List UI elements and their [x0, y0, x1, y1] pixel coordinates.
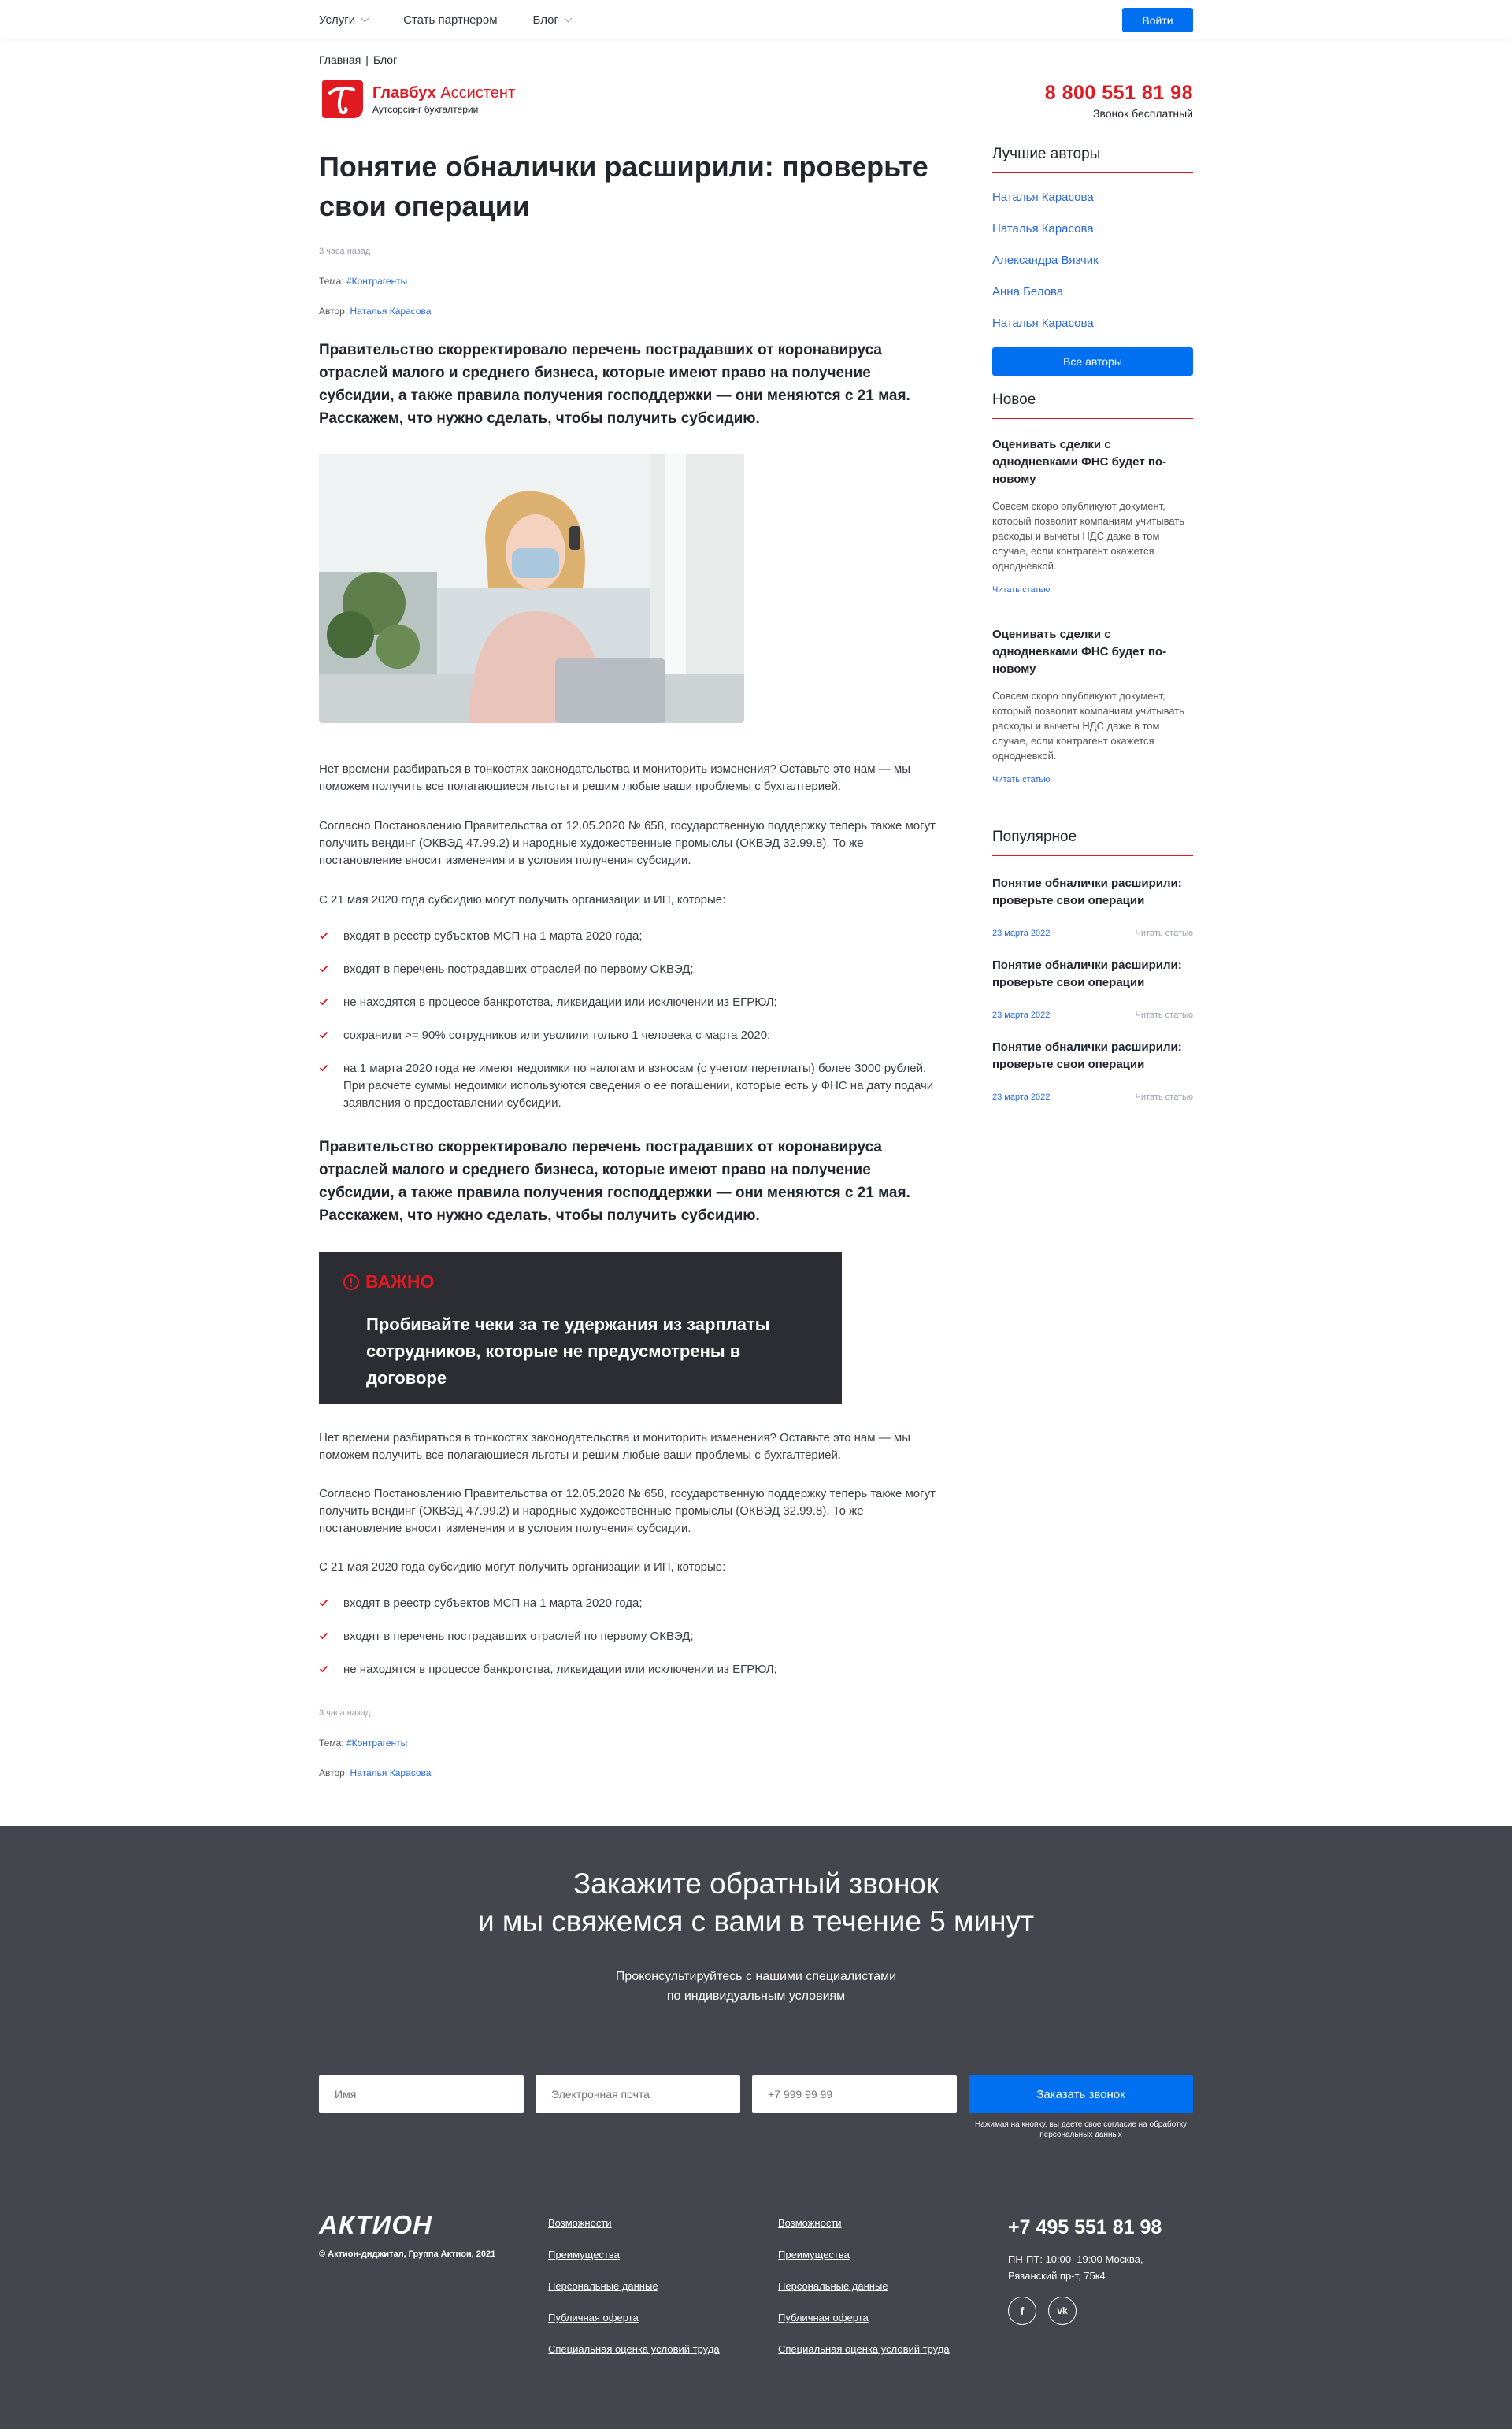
order-call-button[interactable]: Заказать звонок [969, 2075, 1193, 2113]
news-item-text: Совсем скоро опубликуют документ, который позволит компаниям учитывать расходы и вычеты НДС даже в том случае, если контрагент окажется однодневкой. [992, 690, 1185, 762]
article-photo [319, 454, 744, 723]
popular-item [992, 957, 1193, 1020]
checkmark-icon [319, 1598, 328, 1608]
best-authors-block [992, 146, 1193, 376]
footer-hours-line-2: Рязанский пр-т, 75к4 [1008, 2270, 1106, 2282]
facebook-icon[interactable]: f [1008, 2297, 1036, 2325]
list-item-text: входят в реестр субъектов МСП на 1 марта 2020 года; [343, 1596, 643, 1610]
footer-hours-line-1: ПН-ПТ: 10:00–19:00 Москва, [1008, 2253, 1143, 2265]
popular-block [992, 829, 1193, 1102]
article-lead-repeat: Правительство скорректировало перечень пострадавших от коронавируса отраслей малого и среднего бизнеса, которые имеют право на получение субсидии, а также правила получения господдержки — они меняются с 21 мая. Расскажем, что нужно сделать, чтобы получить субсидию. [319, 1139, 910, 1224]
callback-title [319, 1865, 1193, 1941]
list-item [319, 1661, 949, 1678]
list-item [319, 1628, 949, 1645]
popular-item [992, 1039, 1193, 1102]
breadcrumb-current: Блог [372, 54, 398, 66]
popular-item-date: 23 марта 2022 [992, 929, 1051, 938]
phone-field[interactable] [752, 2075, 957, 2113]
footer-links-col-1 [548, 2208, 778, 2374]
footer-link-personal-data[interactable]: Персональные данные [548, 2280, 658, 2292]
article-author [319, 306, 949, 317]
list-item-text: сохранили >= 90% сотрудников или уволили только 1 человека с марта 2020; [343, 1029, 771, 1042]
chevron-down-icon [564, 14, 572, 22]
news-item-text: Совсем скоро опубликуют документ, который позволит компаниям учитывать расходы и вычеты НДС даже в том случае, если контрагент окажется однодневкой. [992, 500, 1185, 572]
vk-icon[interactable]: vk [1048, 2297, 1077, 2325]
sidebar-author-link[interactable]: Александра Вязчик [992, 254, 1099, 267]
brand-logo[interactable] [319, 80, 515, 119]
article-lead: Правительство скорректировало перечень пострадавших от коронавируса отраслей малого и среднего бизнеса, которые имеют право на получение субсидии, а также правила получения господдержки — они меняются с 21 мая. Расскажем, что нужно сделать, чтобы получить субсидию. [319, 342, 910, 427]
callback-subtitle [319, 1967, 1193, 2006]
office-woman-photo [319, 454, 744, 723]
footer [0, 2193, 1512, 2429]
footer-link-public-offer[interactable]: Публичная оферта [548, 2312, 639, 2323]
list-item-text: входят в перечень пострадавших отраслей по первому ОКВЭД; [343, 962, 694, 976]
popular-item-title[interactable]: Понятие обналички расширили: проверьте свои операции [992, 959, 1182, 989]
author-label: Автор: [319, 1767, 348, 1778]
news-item-title[interactable]: Оценивать сделки с однодневками ФНС будет по-новому [992, 628, 1167, 676]
news-item [992, 626, 1193, 784]
footer-link-advantages[interactable]: Преимущества [548, 2249, 620, 2260]
article-paragraph-4: Нет времени разбираться в тонкостях законодательства и мониторить изменения? Оставьте это нам — мы поможем получить все полагающиеся льготы и решим любые ваши проблемы с бухгалтерией. [319, 1431, 910, 1462]
checkmark-icon [319, 1631, 328, 1641]
article-paragraph-3: С 21 мая 2020 года субсидию могут получить организации и ИП, которые: [319, 893, 726, 907]
chevron-down-icon [361, 14, 369, 22]
nav-services[interactable] [319, 13, 368, 27]
popular-item-meta [992, 929, 1193, 938]
article-paragraph-1: Нет времени разбираться в тонкостях законодательства и мониторить изменения? Оставьте это нам — мы поможем получить все полагающиеся льготы и решим любые ваши проблемы с бухгалтерией. [319, 762, 910, 793]
consent-note: Нажимая на кнопку, вы даете свое согласие на обработку персональных данных [974, 2120, 1188, 2139]
callback-subtitle-line-1: Проконсультируйтесь с нашими специалистами [615, 1970, 897, 1983]
top-navbar [0, 0, 1512, 39]
important-header [343, 1271, 818, 1292]
footer-link-features[interactable]: Возможности [548, 2217, 612, 2229]
article-author-bottom [319, 1767, 949, 1778]
popular-item-meta [992, 1092, 1193, 1102]
footer-link-personal-data[interactable]: Персональные данные [778, 2280, 888, 2292]
popular-item-date: 23 марта 2022 [992, 1011, 1051, 1020]
login-button[interactable]: Войти [1122, 8, 1193, 32]
aktion-logo: АКТИОН [319, 2210, 432, 2239]
name-field[interactable] [319, 2075, 524, 2113]
topic-link[interactable]: #Контрагенты [346, 1737, 408, 1749]
popular-item-title[interactable]: Понятие обналички расширили: проверьте свои операции [992, 1040, 1182, 1071]
list-item [319, 1595, 949, 1612]
author-label: Автор: [319, 306, 348, 317]
list-item [319, 1027, 949, 1044]
footer-brand [319, 2208, 548, 2374]
phone-note: Звонок бесплатный [1093, 107, 1193, 120]
email-field[interactable] [536, 2075, 740, 2113]
footer-link-public-offer[interactable]: Публичная оферта [778, 2312, 869, 2323]
list-item [319, 928, 949, 945]
popular-item-title[interactable]: Понятие обналички расширили: проверьте свои операции [992, 877, 1182, 907]
article-time-bottom: 3 часа назад [319, 1708, 371, 1718]
sidebar-author-link[interactable]: Наталья Карасова [992, 222, 1094, 235]
important-text: Пробивайте чеки за те удержания из зарплаты сотрудников, которые не предусмотрены в договоре [366, 1315, 770, 1388]
list-item-text: входят в перечень пострадавших отраслей по первому ОКВЭД; [343, 1630, 694, 1643]
social-links [1008, 2297, 1193, 2325]
footer-links-col-2 [778, 2208, 1008, 2374]
list-item-text: не находятся в процессе банкротства, ликвидации или исключении из ЕГРЮЛ; [343, 996, 777, 1009]
checkmark-icon [319, 1063, 328, 1073]
callback-form [319, 2075, 1193, 2113]
popular-item-meta [992, 1011, 1193, 1020]
list-item [319, 994, 949, 1011]
footer-copyright: © Актион-диджитал, Группа Актион, 2021 [319, 2249, 496, 2259]
footer-link-features[interactable]: Возможности [778, 2217, 842, 2229]
header-phone-link[interactable]: 8 800 551 81 98 [1044, 82, 1193, 104]
list-item-text: на 1 марта 2020 года не имеют недоимки по налогам и взносам (с учетом переплаты) более 3000 рублей. При расчете суммы недоимки используются сведения о ее погашении, которые есть у ФНС на дату подачи заявления о предоставлении субсидии. [343, 1062, 934, 1110]
topic-label: Тема: [319, 1737, 344, 1749]
conditions-list-1 [319, 928, 949, 1112]
checkmark-icon [319, 1664, 328, 1674]
breadcrumb-home-link[interactable]: Главная [319, 54, 361, 66]
checkmark-icon [319, 964, 328, 973]
nav-blog-label: Блог [532, 13, 558, 27]
author-link[interactable]: Наталья Карасова [350, 1767, 432, 1778]
site-header [319, 80, 1193, 119]
footer-link-labor-assessment[interactable]: Специальная оценка условий труда [778, 2343, 950, 2355]
list-item [319, 1060, 949, 1112]
sidebar-author-link[interactable]: Наталья Карасова [992, 191, 1094, 204]
popular-heading: Популярное [992, 829, 1193, 856]
sidebar-author-link[interactable]: Наталья Карасова [992, 317, 1094, 330]
read-article-link[interactable]: Читать статью [1135, 1092, 1193, 1102]
read-article-link[interactable]: Читать статью [1135, 1011, 1193, 1020]
checkmark-icon [319, 931, 328, 940]
read-article-link[interactable]: Читать статью [992, 585, 1051, 595]
new-heading: Новое [992, 391, 1193, 419]
list-item-text: входят в реестр субъектов МСП на 1 марта 2020 года; [343, 929, 643, 943]
article-paragraph-6: С 21 мая 2020 года субсидию могут получить организации и ИП, которые: [319, 1560, 726, 1574]
popular-item [992, 875, 1193, 938]
article-topic [319, 276, 949, 287]
article-paragraph-5: Согласно Постановлению Правительства от 12.05.2020 № 658, государственную поддержку теперь также могут получить вендинг (ОКВЭД 47.99.2) и народные художественные промыслы (ОКВЭД 32.99.8). То же постановление вносит изменения и в условия получения субсидии. [319, 1487, 936, 1535]
brand-name-light: Ассистент [440, 84, 516, 102]
read-article-link[interactable]: Читать статью [1135, 929, 1193, 938]
article-time: 3 часа назад [319, 247, 371, 256]
author-link[interactable]: Наталья Карасова [350, 306, 432, 317]
brand-name-bold: Главбух [372, 84, 436, 102]
popular-item-date: 23 марта 2022 [992, 1092, 1051, 1102]
brand-tagline: Аутсорсинг бухгалтерии [372, 104, 479, 115]
footer-link-labor-assessment[interactable]: Специальная оценка условий труда [548, 2343, 720, 2355]
callback-title-line-1: Закажите обратный звонок [573, 1867, 939, 1900]
brand-name [372, 83, 515, 102]
nav-become-partner[interactable] [403, 13, 497, 27]
important-callout [319, 1252, 842, 1404]
conditions-list-2 [319, 1595, 949, 1678]
callback-section [0, 1826, 1512, 2193]
nav-blog[interactable] [533, 13, 571, 27]
nav-partner-label: Стать партнером [403, 13, 498, 27]
article [319, 147, 949, 1778]
footer-link-advantages[interactable]: Преимущества [778, 2249, 850, 2260]
glavbukh-logo-icon [319, 77, 365, 121]
alert-circle-icon [343, 1274, 360, 1291]
header-contact [1045, 82, 1193, 119]
article-title: Понятие обналички расширили: проверьте свои операции [319, 150, 928, 222]
callback-subtitle-line-2: по индивидуальным условиям [666, 1990, 846, 2003]
footer-phone-link[interactable]: +7 495 551 81 98 [1008, 2216, 1162, 2238]
nav-services-label: Услуги [319, 13, 356, 27]
list-item-text: не находятся в процессе банкротства, ликвидации или исключении из ЕГРЮЛ; [343, 1663, 777, 1676]
all-authors-button[interactable]: Все авторы [992, 347, 1193, 376]
news-item-title[interactable]: Оценивать сделки с однодневками ФНС будет по-новому [992, 438, 1167, 486]
article-topic-bottom [319, 1737, 949, 1749]
sidebar [992, 147, 1193, 1778]
list-item [319, 961, 949, 978]
read-article-link[interactable]: Читать статью [992, 775, 1051, 784]
breadcrumb-separator: | [365, 54, 369, 66]
sidebar-author-link[interactable]: Анна Белова [992, 285, 1064, 299]
important-label: ВАЖНО [365, 1271, 435, 1292]
footer-contact [1008, 2208, 1193, 2374]
topic-label: Тема: [319, 276, 344, 287]
article-paragraph-2: Согласно Постановлению Правительства от 12.05.2020 № 658, государственную поддержку теперь также могут получить вендинг (ОКВЭД 47.99.2) и народные художественные промыслы (ОКВЭД 32.99.8). То же постановление вносит изменения и в условия получения субсидии. [319, 819, 936, 867]
best-authors-heading: Лучшие авторы [992, 146, 1193, 173]
checkmark-icon [319, 1030, 328, 1040]
breadcrumb [319, 54, 1193, 66]
topic-link[interactable]: #Контрагенты [346, 276, 408, 287]
news-item [992, 436, 1193, 595]
new-articles-block [992, 391, 1193, 784]
checkmark-icon [319, 997, 328, 1007]
callback-title-line-2: и мы свяжемся с вами в течение 5 минут [477, 1905, 1035, 1938]
footer-hours [1008, 2251, 1193, 2284]
